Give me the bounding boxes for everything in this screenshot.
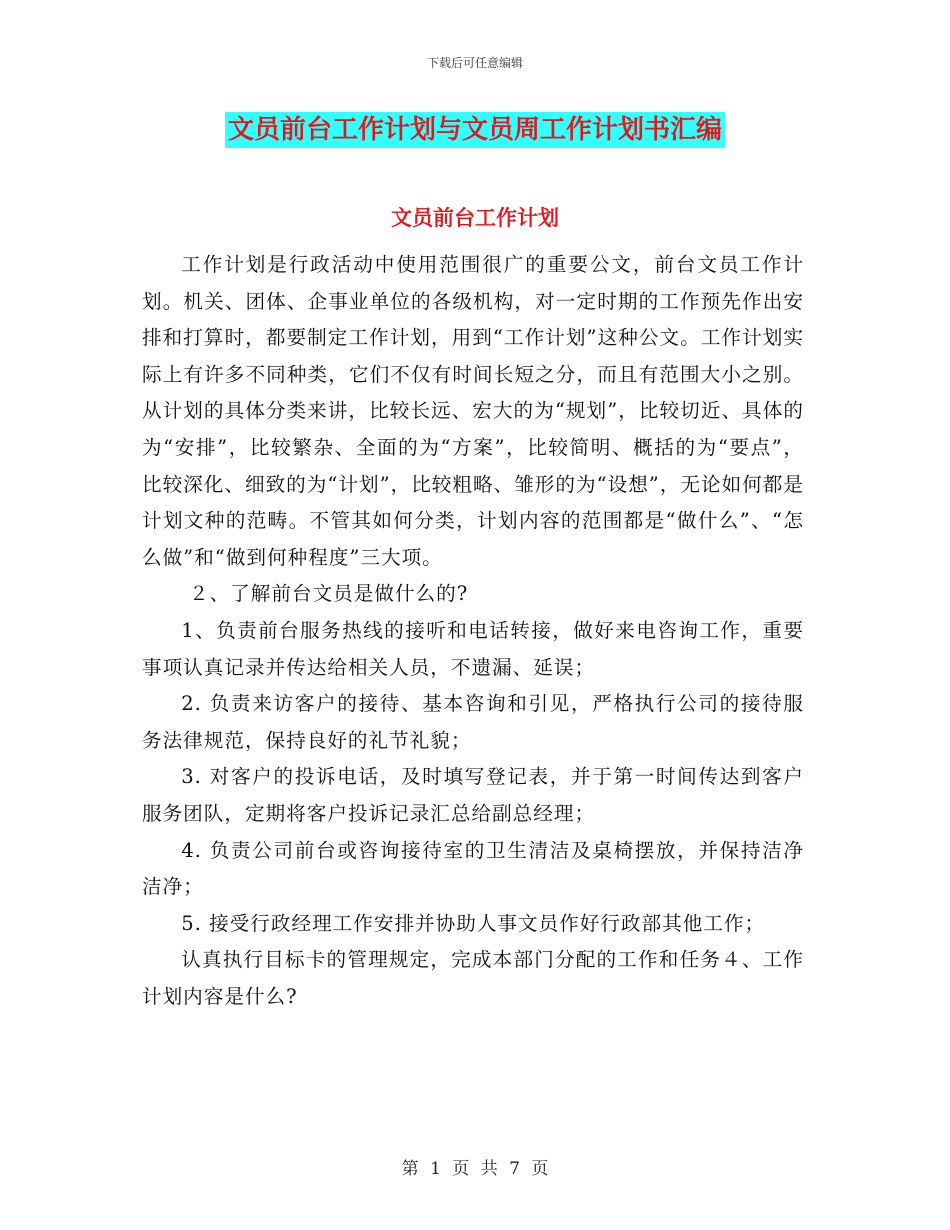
intro-paragraph: 工作计划是行政活动中使用范围很广的重要公文，前台文员工作计划。机关、团体、企事业单位的各级机构，对一定时期的工作预先作出安排和打算时，都要制定工作计划，用到“工作计划”这种公文。工作计划实际上有许多不同种类，它们不仅有时间长短之分，而且有范围大小之别。从计划的具体分类来讲，比较长远、宏大的为“规划”，比较切近、具体的为“安排”，比较繁杂、全面的为“方案”，比较简明、概括的为“要点”，比较深化、细致的为“计划”，比较粗略、雏形的为“设想”，无论如何都是计划文种的范畴。不管其如何分类，计划内容的范围都是“做什么”、“怎么做”和“做到何种程度”三大项。 <box>142 253 804 569</box>
list-item-4: 4. 负责公司前台或咨询接待室的卫生清洁及桌椅摆放，并保持洁净洁净； <box>142 838 804 899</box>
document-title: 文员前台工作计划与文员周工作计划书汇编 <box>225 112 725 148</box>
page-header-note: 下载后可任意编辑 <box>426 56 523 70</box>
list-heading: ２、了解前台文员是做什么的? <box>189 582 469 606</box>
list-item-3: 3. 对客户的投诉电话，及时填写登记表，并于第一时间传达到客户服务团队，定期将客户投诉记录汇总给副总经理； <box>142 765 804 825</box>
document-body <box>142 247 804 1015</box>
closing-paragraph: 认真执行目标卡的管理规定，完成本部门分配的工作和任务４、工作计划内容是什么? <box>142 948 804 1008</box>
page-footer-page-number: 第 1 页 共 7 页 <box>401 1159 549 1179</box>
list-item-5: 5. 接受行政经理工作安排并协助人事文员作好行政部其他工作； <box>181 911 766 935</box>
section-title: 文员前台工作计划 <box>391 206 559 230</box>
document-title-container <box>0 112 950 148</box>
list-item-2: 2. 负责来访客户的接待、基本咨询和引见，严格执行公司的接待服务法律规范，保持良好的礼节礼貌； <box>142 692 804 752</box>
list-item-1: 1、负责前台服务热线的接听和电话转接，做好来电咨询工作，重要事项认真记录并传达给相关人员，不遗漏、延误； <box>142 618 804 679</box>
